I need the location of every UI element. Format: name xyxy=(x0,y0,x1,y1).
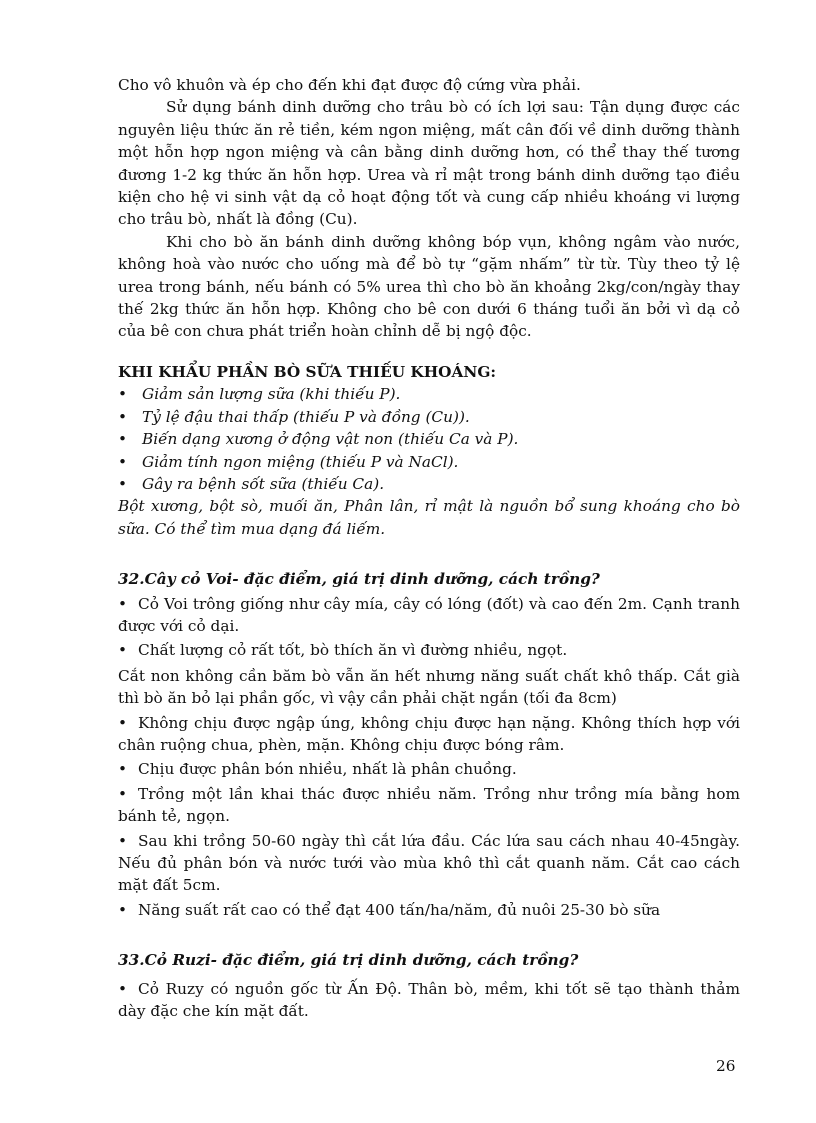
list-item: • Chất lượng cỏ rất tốt, bò thích ăn vì đường nhiều, ngọt. xyxy=(118,639,740,661)
bullet-icon: • xyxy=(118,760,128,779)
list-item: • Sau khi trồng 50-60 ngày thì cắt lứa đầu. Các lứa sau cách nhau 40-45ngày. Nếu đủ phân bón và nước tưới vào mùa khô thì cắt quanh năm. Cắt cao cách mặt đất 5cm. xyxy=(118,831,740,895)
list-item: • Trồng một lần khai thác được nhiều năm. Trồng như trồng mía bằng hom bánh tẻ, ngọn. xyxy=(118,784,740,826)
page-number: 26 xyxy=(716,1057,736,1075)
list-item: • Gây ra bệnh sốt sữa (thiếu Ca). xyxy=(118,473,740,495)
list-item: • Cỏ Ruzy có nguồn gốc từ Ấn Độ. Thân bò, mềm, khi tốt sẽ tạo thành thảm dày đặc che kín mặt đất. xyxy=(118,979,740,1021)
list-item: • Tỷ lệ đậu thai thấp (thiếu P và đồng (Cu)). xyxy=(118,406,740,428)
mineral-deficiency-heading: KHI KHẨU PHẦN BÒ SỮA THIẾU KHOÁNG: xyxy=(118,362,497,381)
intro-paragraph-3: Khi cho bò ăn bánh dinh dưỡng không bóp vụn, không ngâm vào nước, không hoà vào nước cho uống mà để bò tự “gặm nhấm” từ từ. Tùy theo tỷ lệ urea trong bánh, nếu bánh có 5% urea thì cho bò ăn khoảng 2kg/con/ngày thay thế 2kg thức ăn hỗn hợp. Không cho bê con dưới 6 tháng tuổi ăn bởi vì dạ cỏ của bê con chưa phát triển hoàn chỉnh dễ bị ngộ độc. xyxy=(118,232,740,341)
bullet-icon: • xyxy=(118,430,128,449)
bullet-icon: • xyxy=(118,452,128,471)
bullet-icon: • xyxy=(118,641,128,660)
list-item: • Giảm tính ngon miệng (thiếu P và NaCl). xyxy=(118,451,740,473)
bullet-icon: • xyxy=(118,594,128,613)
bullet-icon: • xyxy=(118,900,128,919)
list-item: • Không chịu được ngập úng, không chịu được hạn nặng. Không thích hợp với chân ruộng chua, phèn, mặn. Không chịu được bóng râm. xyxy=(118,713,740,754)
mineral-deficiency-list xyxy=(118,383,740,495)
list-item: • Năng suất rất cao có thể đạt 400 tấn/ha/năm, đủ nuôi 25-30 bò sữa xyxy=(118,899,740,921)
mineral-supplement-note: Bột xương, bột sò, muối ăn, Phân lân, rỉ mật là nguồn bổ sung khoáng cho bò sữa. Có thể tìm mua dạng đá liếm. xyxy=(118,497,740,538)
list-item: • Chịu được phân bón nhiều, nhất là phân chuồng. xyxy=(118,758,740,780)
bullet-icon: • xyxy=(118,831,128,850)
list-item: • Cỏ Voi trông giống như cây mía, cây có lóng (đốt) và cao đến 2m. Cạnh tranh được với cỏ dại. xyxy=(118,594,740,635)
document-page xyxy=(118,74,740,1022)
bullet-icon: • xyxy=(118,385,128,404)
cutting-paragraph: Cắt non không cần băm bò vẫn ăn hết nhưng năng suất chất khô thấp. Cắt già thì bò ăn bỏ lại phần gốc, vì vậy cần phải chặt ngắn (tối đa 8cm) xyxy=(118,666,740,708)
bullet-icon: • xyxy=(118,979,128,998)
intro-paragraph-2: Sử dụng bánh dinh dưỡng cho trâu bò có ích lợi sau: Tận dụng được các nguyên liệu thức ăn rẻ tiền, kém ngon miệng, mất cân đối về dinh dưỡng thành một hỗn hợp ngon miệng và cân bằng dinh dưỡng hơn, có thể thay thế tương đương 1-2 kg thức ăn hỗn hợp. Urea và rỉ mật trong bánh dinh dưỡng tạo điều kiện cho hệ vi sinh vật dạ cỏ hoạt động tốt và cung cấp nhiều khoáng vi lượng cho trâu bò, nhất là đồng (Cu). xyxy=(118,98,740,229)
question-33-title: 33.Cỏ Ruzi- đặc điểm, giá trị dinh dưỡng, cách trồng? xyxy=(118,951,579,970)
list-item: • Biến dạng xương ở động vật non (thiếu Ca và P). xyxy=(118,428,740,450)
bullet-icon: • xyxy=(118,713,128,732)
list-item: • Giảm sản lượng sữa (khi thiếu P). xyxy=(118,383,740,405)
bullet-icon: • xyxy=(118,407,128,426)
bullet-icon: • xyxy=(118,474,128,493)
intro-paragraph-1: Cho vô khuôn và ép cho đến khi đạt được độ cứng vừa phải. xyxy=(118,76,581,94)
question-32-title: 32.Cây cỏ Voi- đặc điểm, giá trị dinh dưỡng, cách trồng? xyxy=(118,570,600,589)
bullet-icon: • xyxy=(118,784,128,803)
